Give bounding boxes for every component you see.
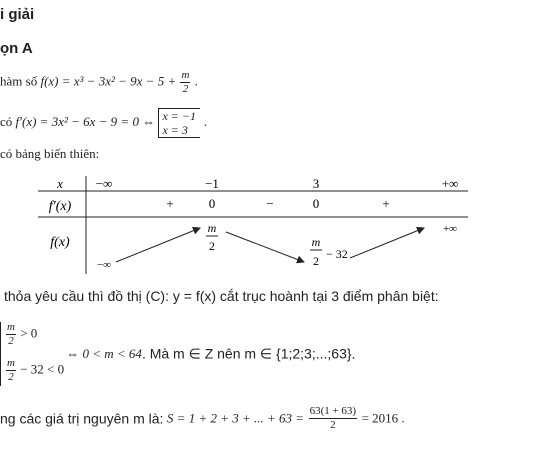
sum-prefix: ng các giá trị nguyên m là: — [0, 410, 164, 427]
root-2: x = 3 — [162, 123, 188, 137]
f-value-right: +∞ — [442, 223, 458, 235]
integer-conclusion: . Mà m ∈ Z nên m ∈ {1;2;3;...;63}. — [141, 345, 356, 362]
solution-heading: i giải — [0, 6, 35, 23]
line1-frac-den: 2 — [182, 83, 189, 95]
conditions-brace — [0, 321, 65, 386]
cond2-fraction — [6, 358, 16, 383]
answer-option: ọn A — [0, 40, 33, 57]
root-1: x = −1 — [162, 109, 196, 123]
f-max-den: 2 — [209, 239, 215, 253]
condition-statement: thỏa yêu cầu thì đồ thị (C): y = f(x) cắt trục hoành tại 3 điểm phân biệt: — [4, 288, 439, 304]
sign-3: − — [266, 196, 274, 211]
function-definition — [0, 70, 198, 95]
line2-suffix: . — [203, 113, 207, 129]
x-value-pos-inf: +∞ — [441, 176, 459, 191]
system-of-conditions — [0, 322, 355, 386]
cond1-rest: > 0 — [20, 325, 38, 341]
row-label-fprime: f′(x) — [48, 199, 72, 214]
x-value-neg-1: −1 — [205, 176, 219, 191]
arrow-decreasing — [226, 232, 304, 262]
f-min-suffix: − 32 — [326, 247, 348, 261]
cond1-num: m — [7, 321, 15, 333]
sign-4: 0 — [312, 196, 320, 211]
sign-5: + — [382, 196, 390, 211]
sum-fraction — [309, 406, 358, 431]
line1-fraction — [180, 70, 190, 95]
f-min-den: 2 — [313, 254, 319, 268]
line1-frac-num: m — [181, 69, 190, 81]
arrow-increasing-1 — [116, 228, 200, 262]
sign-2: 0 — [208, 196, 216, 211]
f-min-num: m — [311, 235, 321, 249]
cond2-den: 2 — [8, 371, 14, 383]
x-value-neg-inf: −∞ — [95, 176, 113, 191]
table-intro: có bảng biến thiên: — [0, 146, 100, 161]
sum-result — [0, 406, 405, 431]
derivative-equation — [0, 108, 207, 138]
line1-suffix: . — [194, 73, 198, 89]
cond1-fraction — [6, 322, 16, 347]
line1-prefix: hàm số — [0, 73, 38, 89]
cond2-rest: − 32 < 0 — [20, 361, 65, 377]
condition-1 — [5, 322, 57, 350]
sum-frac-den: 2 — [330, 419, 336, 431]
cond1-den: 2 — [8, 335, 14, 347]
sum-suffix: = 2016 . — [361, 410, 405, 426]
condition-2 — [5, 357, 65, 386]
f-max-num: m — [207, 221, 217, 235]
x-value-3: 3 — [312, 176, 320, 191]
arrow-increasing-2 — [350, 228, 424, 258]
cond2-num: m — [7, 357, 15, 369]
sum-frac-num: 63(1 + 63) — [309, 405, 357, 417]
sign-1: + — [166, 196, 174, 211]
line2-prefix: có — [0, 113, 13, 129]
f-value-left: −∞ — [96, 259, 112, 271]
line1-expr: f(x) = x³ − 3x² − 9x − 5 + — [40, 73, 177, 89]
roots-system — [158, 108, 200, 138]
row-label-x: x — [57, 176, 63, 191]
variation-table — [0, 170, 534, 278]
sum-expression: S = 1 + 2 + 3 + ... + 63 = — [166, 410, 305, 426]
equivalence: ⇔ 0 < m < 64 — [66, 346, 142, 361]
row-label-f: f(x) — [50, 235, 70, 250]
line2-expr: f′(x) = 3x² − 6x − 9 = 0 ⇔ — [15, 113, 156, 129]
